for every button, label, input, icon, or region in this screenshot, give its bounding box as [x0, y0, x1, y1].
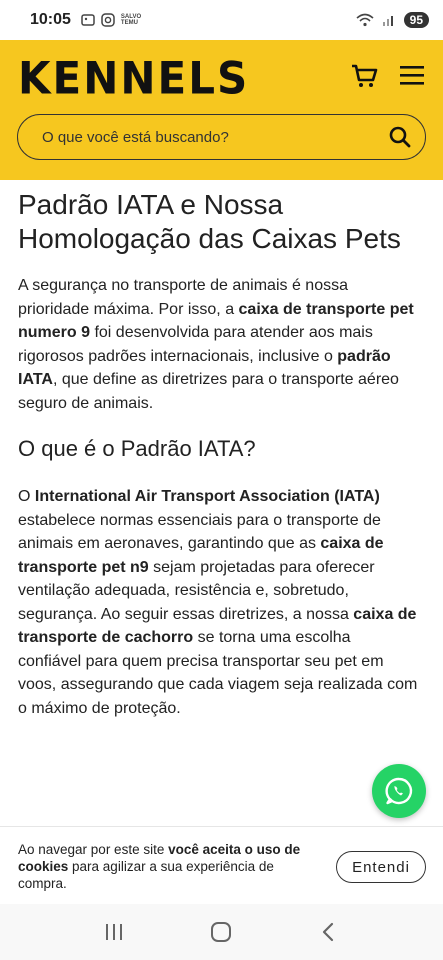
bold-segment: caixa de transporte pet n9	[18, 535, 384, 576]
bold-segment: caixa de transporte de cachorro	[18, 605, 417, 646]
search-input[interactable]	[42, 129, 389, 146]
article-title: Padrão IATA e Nossa Homologação das Caixas Pets	[18, 189, 401, 254]
status-bar	[0, 0, 443, 40]
site-header	[0, 40, 443, 180]
article-content	[18, 188, 418, 720]
search-bar[interactable]	[17, 114, 426, 160]
article-paragraph-1	[18, 274, 418, 415]
wifi-icon	[356, 13, 374, 27]
gallery-notification-icon	[81, 13, 95, 27]
cookie-text	[18, 841, 318, 892]
text-segment: foi desenvolvida para atender aos mais rigorosos padrões internacionais, inclusive o	[18, 324, 373, 365]
section-heading: O que é o Padrão IATA?	[18, 436, 256, 461]
bold-segment: padrão IATA	[18, 347, 391, 388]
bold-segment: International Air Transport Association (IATA)	[34, 488, 380, 505]
instagram-notification-icon	[101, 13, 115, 27]
battery-indicator: 95	[404, 12, 429, 28]
recent-apps-icon[interactable]	[102, 920, 126, 944]
bold-segment: caixa de transporte pet numero 9	[18, 300, 414, 341]
text-segment: se torna uma escolha confiável para quem precisa transportar seu pet em voos, assegurando que cada viagem seja realizada com o máximo de proteção.	[18, 629, 418, 717]
text-segment: Ao navegar por este site	[18, 842, 169, 857]
text-segment: sejam projetadas para oferecer ventilação adequada, resistência e, sobretudo, segurança. Ao seguir essas diretrizes, a nossa	[18, 558, 375, 623]
text-segment: estabelece normas essenciais para o transporte de animais em aeronaves, garantindo que as	[18, 511, 381, 552]
temu-notification-text: SALVO TEMU	[120, 14, 142, 26]
home-icon[interactable]	[209, 920, 233, 944]
text-segment: , que define as diretrizes para o transporte aéreo seguro de animais.	[18, 371, 399, 412]
text-segment: A segurança no transporte de animais é nossa prioridade máxima. Por isso, a	[18, 277, 348, 318]
cookie-banner	[0, 826, 443, 904]
signal-icon	[382, 13, 396, 27]
search-icon[interactable]	[389, 126, 411, 148]
cart-icon[interactable]	[350, 62, 378, 90]
whatsapp-button[interactable]	[372, 764, 426, 818]
article-paragraph-2	[18, 485, 418, 720]
whatsapp-icon	[384, 776, 414, 806]
bold-segment: você aceita o uso de cookies	[18, 842, 301, 874]
site-logo[interactable]: KENNELS	[18, 52, 250, 105]
text-segment: O	[18, 488, 35, 505]
status-notification-icons	[81, 13, 142, 27]
hamburger-menu-icon[interactable]	[400, 64, 424, 86]
status-time: 10:05	[30, 11, 71, 28]
cookie-accept-button[interactable]: Entendi	[336, 851, 426, 883]
back-icon[interactable]	[317, 920, 341, 944]
text-segment: para agilizar a sua experiência de compra.	[18, 859, 274, 891]
system-nav-bar	[0, 904, 443, 960]
